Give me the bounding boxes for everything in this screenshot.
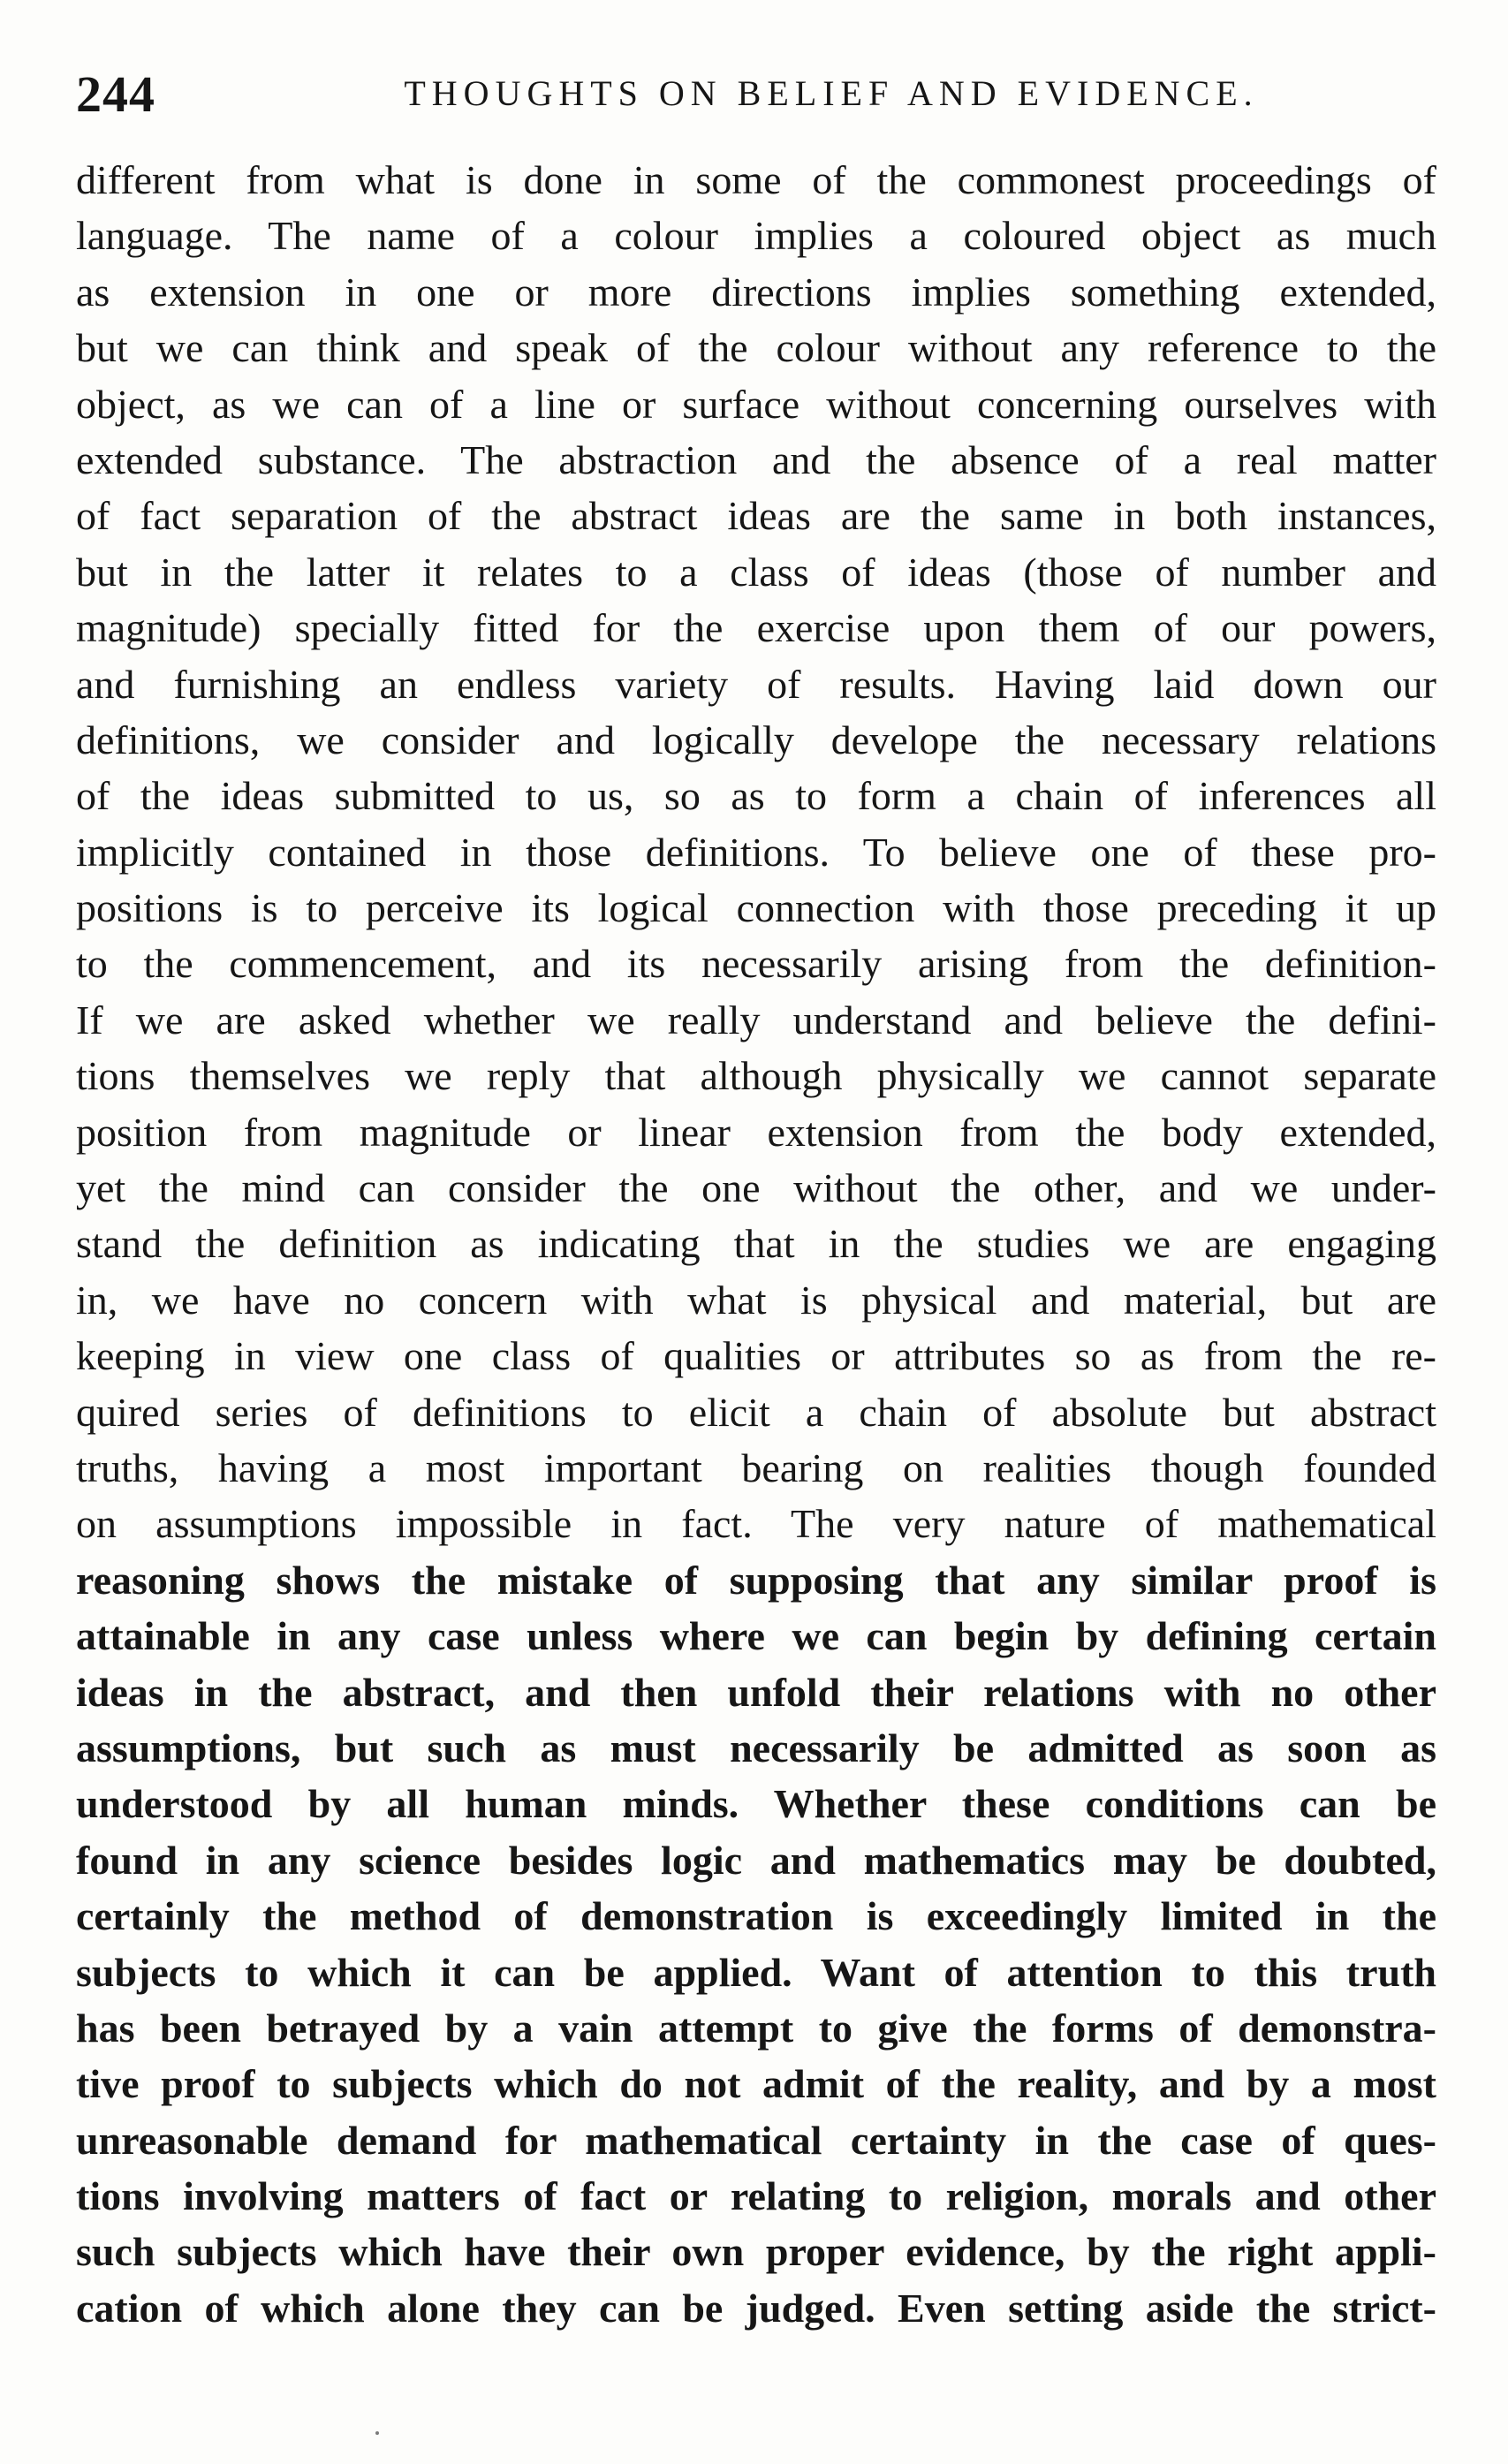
text-line: of the ideas submitted to us, so as to form a chain of inferences all [76, 773, 1436, 819]
text-line: but we can think and speak of the colour without any reference to the [76, 325, 1436, 371]
running-title: THOUGHTS ON BELIEF AND EVIDENCE. [404, 73, 1259, 113]
text-line: cation of which alone they can be judged. Even setting aside the strict- [76, 2285, 1436, 2331]
text-line: If we are asked whether we really understand and believe the defini- [76, 997, 1436, 1042]
text-line: tions involving matters of fact or relating to religion, morals and other [76, 2173, 1436, 2219]
text-line: ideas in the abstract, and then unfold their relations with no other [76, 1669, 1436, 1715]
text-line: found in any science besides logic and mathematics may be doubted, [76, 1837, 1436, 1883]
text-line: certainly the method of demonstration is exceedingly limited in the [76, 1893, 1436, 1939]
text-line: subjects to which it can be applied. Want of attention to this truth [76, 1949, 1436, 1995]
text-line: reasoning shows the mistake of supposing that any similar proof is [76, 1557, 1436, 1603]
text-line: assumptions, but such as must necessarily be admitted as soon as [76, 1725, 1436, 1770]
text-line: keeping in view one class of qualities or attributes so as from the re- [76, 1333, 1436, 1379]
text-line: to the commencement, and its necessarily arising from the definition- [76, 941, 1436, 987]
text-line: extended substance. The abstraction and the absence of a real matter [76, 436, 1436, 482]
text-line: object, as we can of a line or surface without concerning ourselves with [76, 381, 1436, 427]
text-line: quired series of definitions to elicit a chain of absolute but abstract [76, 1389, 1436, 1435]
running-head [76, 57, 1436, 136]
text-line: in, we have no concern with what is physical and material, but are [76, 1277, 1436, 1323]
text-line: such subjects which have their own proper evidence, by the right appli- [76, 2229, 1436, 2275]
body-text [76, 152, 1436, 2336]
text-line: implicitly contained in those definitions. To believe one of these pro- [76, 829, 1436, 875]
text-line: truths, having a most important bearing on realities though founded [76, 1444, 1436, 1490]
print-speck [375, 2431, 379, 2435]
text-line: of fact separation of the abstract ideas are the same in both instances, [76, 493, 1436, 539]
text-line: different from what is done in some of the commonest proceedings of [76, 157, 1436, 202]
text-line: language. The name of a colour implies a coloured object as much [76, 213, 1436, 259]
text-line: positions is to perceive its logical connection with those preceding it up [76, 885, 1436, 931]
text-line: as extension in one or more directions implies something extended, [76, 269, 1436, 315]
text-line: tive proof to subjects which do not admit of the reality, and by a most [76, 2061, 1436, 2107]
page-number: 244 [76, 65, 155, 123]
text-line: understood by all human minds. Whether these conditions can be [76, 1781, 1436, 1827]
text-line: attainable in any case unless where we can begin by defining certain [76, 1613, 1436, 1659]
text-line: but in the latter it relates to a class of ideas (those of number and [76, 549, 1436, 595]
text-line: yet the mind can consider the one without the other, and we under- [76, 1165, 1436, 1211]
text-line: tions themselves we reply that although physically we cannot separate [76, 1053, 1436, 1099]
text-line: on assumptions impossible in fact. The very nature of mathematical [76, 1501, 1436, 1547]
text-line: definitions, we consider and logically develope the necessary relations [76, 716, 1436, 762]
text-line: and furnishing an endless variety of results. Having laid down our [76, 661, 1436, 707]
text-line: unreasonable demand for mathematical certainty in the case of ques- [76, 2117, 1436, 2163]
text-line: position from magnitude or linear extension from the body extended, [76, 1109, 1436, 1155]
text-line: magnitude) specially fitted for the exercise upon them of our powers, [76, 605, 1436, 651]
text-line: stand the definition as indicating that in the studies we are engaging [76, 1221, 1436, 1267]
text-line: has been betrayed by a vain attempt to give the forms of demonstra- [76, 2005, 1436, 2051]
